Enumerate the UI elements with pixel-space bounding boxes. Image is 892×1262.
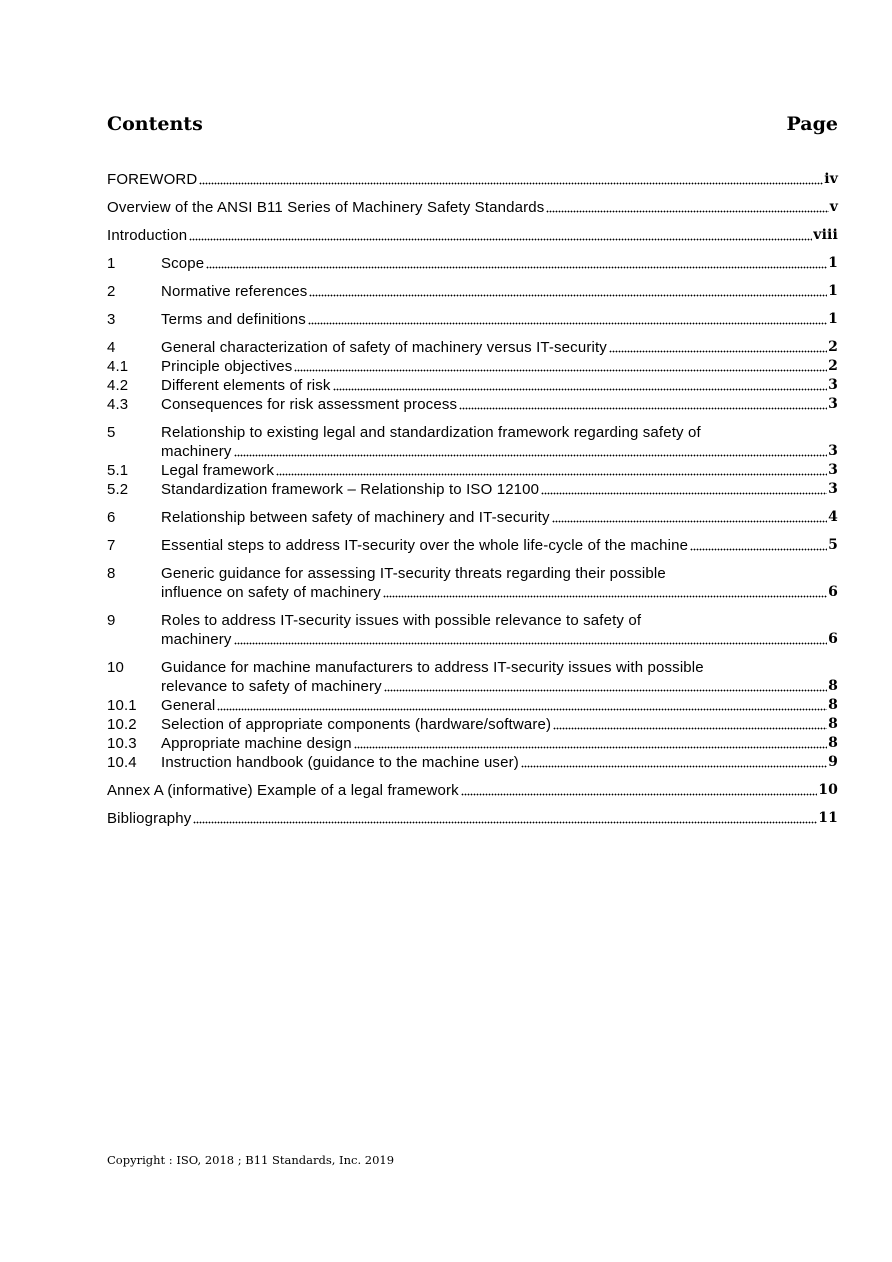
toc-entry-title: Overview of the ANSI B11 Series of Machinery Safety Standards (107, 199, 545, 216)
toc-entry[interactable] (107, 226, 838, 245)
toc-entry-page-number: v (829, 199, 838, 215)
toc-entry-page-number: 1 (828, 255, 838, 271)
toc-entry-page-number: 8 (828, 678, 838, 694)
toc-entry-title-first-line: Relationship to existing legal and standardization framework regarding safety of (161, 424, 701, 441)
contents-header (107, 113, 838, 135)
dot-leader (234, 454, 828, 457)
copyright-footer: Copyright : ISO, 2018 ; B11 Standards, Inc. 2019 (107, 1153, 395, 1167)
toc-entry-page-number: 3 (828, 443, 838, 459)
dot-leader (521, 765, 827, 768)
table-of-contents (107, 170, 838, 828)
dot-leader (217, 708, 827, 711)
toc-entry-number: 4 (107, 339, 116, 356)
toc-entry[interactable] (107, 611, 838, 649)
toc-entry-page-number: 3 (828, 396, 838, 412)
toc-entry-page-number: iv (824, 171, 838, 187)
dot-leader (552, 520, 828, 523)
toc-entry-title: Standardization framework – Relationship to ISO 12100 (161, 481, 540, 498)
dot-leader (294, 369, 827, 372)
toc-entry-number: 6 (107, 509, 116, 526)
toc-entry[interactable] (107, 338, 838, 357)
dot-leader (189, 238, 812, 241)
toc-entry-title: Appropriate machine design (161, 735, 352, 752)
toc-entry[interactable] (107, 809, 838, 828)
toc-entry-title: Legal framework (161, 462, 275, 479)
dot-leader (553, 727, 827, 730)
dot-leader (199, 182, 823, 185)
toc-entry-title: Different elements of risk (161, 377, 331, 394)
toc-entry-number: 4.2 (107, 377, 129, 394)
toc-entry-number: 10.1 (107, 697, 137, 714)
dot-leader (541, 492, 827, 495)
dot-leader (690, 548, 827, 551)
toc-entry-number: 3 (107, 311, 116, 328)
contents-title: Contents (107, 113, 203, 135)
toc-entry[interactable] (107, 536, 838, 555)
toc-entry-number: 5.1 (107, 462, 129, 479)
toc-entry[interactable] (107, 508, 838, 527)
toc-entry-title: Instruction handbook (guidance to the machine user) (161, 754, 519, 771)
toc-entry[interactable] (107, 395, 838, 414)
toc-entry-page-number: 1 (828, 283, 838, 299)
toc-entry-title: machinery (161, 631, 232, 648)
toc-entry-title: Bibliography (107, 810, 192, 827)
dot-leader (309, 294, 827, 297)
toc-entry-page-number: 5 (828, 537, 838, 553)
toc-entry-title: Essential steps to address IT-security over the whole life-cycle of the machine (161, 537, 689, 554)
toc-entry-page-number: 11 (818, 810, 838, 826)
toc-entry-page-number: 1 (828, 311, 838, 327)
toc-entry-title: influence on safety of machinery (161, 584, 381, 601)
toc-entry-number: 10.2 (107, 716, 137, 733)
toc-entry-page-number: 3 (828, 481, 838, 497)
toc-entry-number: 4.3 (107, 396, 129, 413)
dot-leader (383, 595, 827, 598)
dot-leader (206, 266, 827, 269)
toc-entry-page-number: 8 (828, 716, 838, 732)
toc-entry-page-number: viii (813, 227, 838, 243)
toc-entry[interactable] (107, 734, 838, 753)
toc-entry-number: 4.1 (107, 358, 129, 375)
dot-leader (276, 473, 827, 476)
toc-entry-title-first-line: Generic guidance for assessing IT-security threats regarding their possible (161, 565, 666, 582)
toc-entry-title: Terms and definitions (161, 311, 306, 328)
dot-leader (461, 793, 817, 796)
toc-entry-title: Normative references (161, 283, 308, 300)
toc-entry-title: Introduction (107, 227, 188, 244)
toc-entry[interactable] (107, 480, 838, 499)
toc-entry-page-number: 3 (828, 462, 838, 478)
toc-entry-title-first-line: Guidance for machine manufacturers to address IT-security issues with possible (161, 659, 704, 676)
toc-entry-number: 10.3 (107, 735, 137, 752)
dot-leader (459, 407, 827, 410)
toc-entry[interactable] (107, 696, 838, 715)
dot-leader (609, 350, 827, 353)
toc-entry-number: 5.2 (107, 481, 129, 498)
toc-entry[interactable] (107, 461, 838, 480)
toc-entry[interactable] (107, 376, 838, 395)
dot-leader (354, 746, 827, 749)
toc-entry[interactable] (107, 357, 838, 376)
toc-entry-title-first-line: Roles to address IT-security issues with possible relevance to safety of (161, 612, 642, 629)
toc-entry-number: 5 (107, 424, 116, 441)
dot-leader (308, 322, 827, 325)
toc-entry-page-number: 8 (828, 697, 838, 713)
toc-entry-title: Annex A (informative) Example of a legal framework (107, 782, 459, 799)
toc-entry[interactable] (107, 254, 838, 273)
toc-entry-title: machinery (161, 443, 232, 460)
dot-leader (384, 689, 827, 692)
toc-entry-page-number: 6 (828, 631, 838, 647)
toc-entry-number: 9 (107, 612, 116, 629)
dot-leader (193, 821, 817, 824)
toc-entry-page-number: 3 (828, 377, 838, 393)
dot-leader (546, 210, 828, 213)
toc-entry-number: 1 (107, 255, 116, 272)
toc-entry-title: Relationship between safety of machinery and IT-security (161, 509, 550, 526)
toc-entry[interactable] (107, 715, 838, 734)
toc-entry[interactable] (107, 198, 838, 217)
dot-leader (333, 388, 828, 391)
toc-entry[interactable] (107, 423, 838, 461)
toc-entry-page-number: 4 (828, 509, 838, 525)
toc-entry-number: 8 (107, 565, 116, 582)
toc-entry-title: Consequences for risk assessment process (161, 396, 458, 413)
toc-entry-page-number: 2 (828, 358, 838, 374)
toc-entry[interactable] (107, 658, 838, 696)
toc-entry-number: 10 (107, 659, 124, 676)
toc-entry-title: Scope (161, 255, 205, 272)
toc-entry-title: General (161, 697, 216, 714)
toc-entry[interactable] (107, 170, 838, 189)
dot-leader (234, 642, 828, 645)
toc-entry[interactable] (107, 282, 838, 301)
toc-entry-number: 2 (107, 283, 116, 300)
toc-entry-number: 7 (107, 537, 116, 554)
toc-entry[interactable] (107, 564, 838, 602)
toc-entry-title: General characterization of safety of machinery versus IT-security (161, 339, 607, 356)
toc-entry-title: FOREWORD (107, 171, 198, 188)
toc-entry[interactable] (107, 753, 838, 772)
toc-entry-title: Principle objectives (161, 358, 293, 375)
toc-entry-number: 10.4 (107, 754, 137, 771)
toc-entry-title: Selection of appropriate components (hardware/software) (161, 716, 552, 733)
toc-entry-page-number: 6 (828, 584, 838, 600)
toc-entry-title: relevance to safety of machinery (161, 678, 382, 695)
toc-entry-page-number: 10 (818, 782, 838, 798)
page-column-label: Page (786, 113, 838, 135)
toc-entry[interactable] (107, 310, 838, 329)
toc-entry-page-number: 2 (828, 339, 838, 355)
toc-entry-page-number: 9 (828, 754, 838, 770)
toc-entry[interactable] (107, 781, 838, 800)
toc-entry-page-number: 8 (828, 735, 838, 751)
